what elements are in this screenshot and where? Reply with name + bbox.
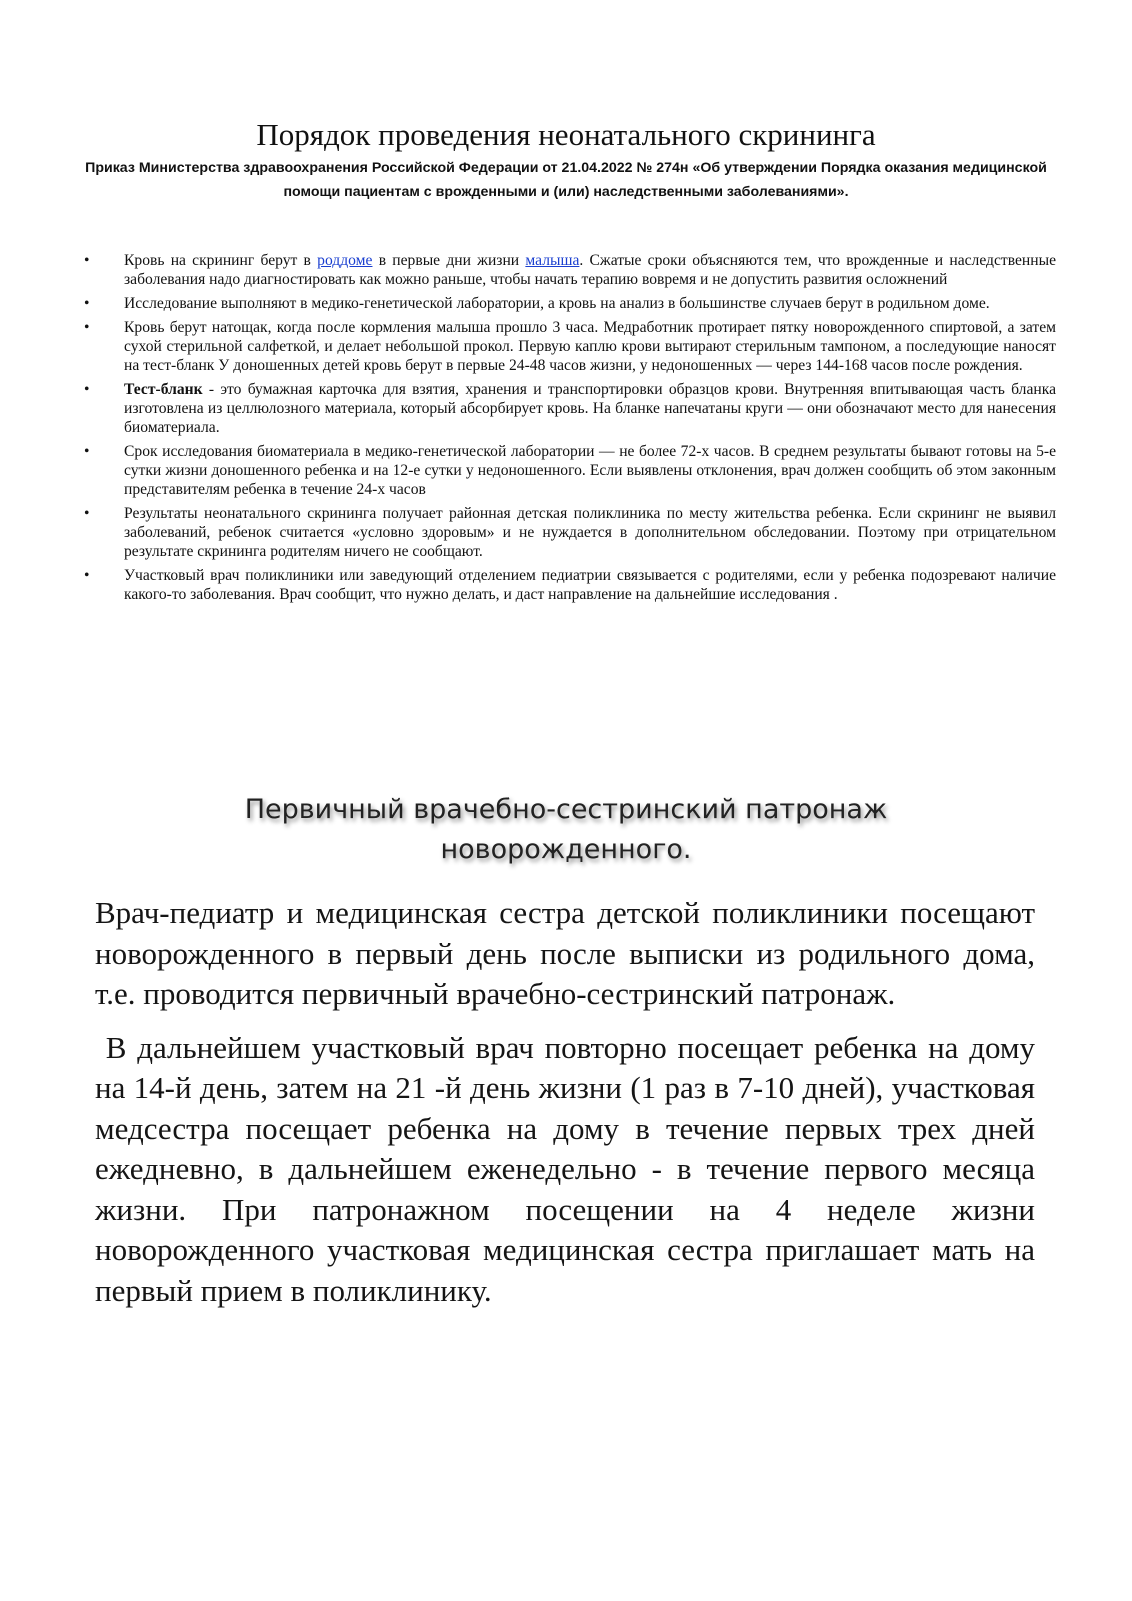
bullet-icon: • (84, 567, 90, 584)
list-item (84, 294, 1056, 313)
bullet-icon: • (84, 319, 90, 336)
bullet-icon: • (84, 252, 90, 269)
baby-link[interactable]: малыша (525, 252, 580, 269)
list-item-text: Срок исследования биоматериала в медико-генетической лаборатории — не более 72-х часов. В среднем результаты бывают готовы на 5-е сутки жизни доношенного ребенка и на 12-е сутки у недоношенного. Если выявлены отклонения, врач должен сообщить об этом законным представителям ребенка в течение 24-х часов (124, 443, 1056, 498)
list-item-text: . Сжатые сроки объясняются тем, что врожденные и наследственные заболевания надо диагностировать как можно раньше, чтобы начать терапию вовремя и не допустить развития осложнений (124, 252, 1056, 288)
section-title-patronage (140, 790, 992, 870)
list-item-bold-term: Тест-бланк (124, 381, 203, 398)
list-item-text: - это бумажная карточка для взятия, хранения и транспортировки образцов крови. Внутренняя впитывающая часть бланка изготовлена из целлюлозного материала, который абсорбирует кровь. На бланке напечатаны круги — они обозначают место для нанесения биоматериала. (124, 381, 1056, 436)
bullet-icon: • (84, 295, 90, 312)
header-block (80, 116, 1052, 204)
list-item (84, 566, 1056, 604)
list-item-text: в первые дни жизни (372, 252, 526, 269)
list-item (84, 504, 1056, 561)
list-item (84, 380, 1056, 437)
list-item-text: Исследование выполняют в медико-генетической лаборатории, а кровь на анализ в большинстве случаев берут в родильном доме. (124, 295, 990, 312)
list-item-text: Результаты неонатального скрининга получает районная детская поликлиника по месту жительства ребенка. Если скрининг не выявил заболеваний, ребенок считается «условно здоровым» и не нуждается в дополнительном обследовании. Поэтому при отрицательном результате скрининга родителям ничего не сообщают. (124, 505, 1056, 560)
list-item (84, 318, 1056, 375)
maternity-link[interactable]: роддоме (317, 252, 373, 269)
list-item-text: Участковый врач поликлиники или заведующий отделением педиатрии связывается с родителями, если у ребенка подозревают наличие какого-то заболевания. Врач сообщит, что нужно делать, и даст направление на дальнейшие исследования . (124, 567, 1056, 603)
bullet-icon: • (84, 505, 90, 522)
bullet-icon: • (84, 381, 90, 398)
patronage-paragraph-2: В дальнейшем участковый врач повторно посещает ребенка на дому на 14-й день, затем на 21 -й день жизни (1 раз в 7-10 дней), участковая медсестра посещает ребенка на дому в течение первых трех дней ежедневно, в дальнейшем еженедельно - в течение первого месяца жизни. При патронажном посещении на 4 неделе жизни новорожденного участковая медицинская сестра приглашает мать на первый прием в поликлинику. (95, 1029, 1043, 1308)
section-title-line-2: новорожденного. (440, 834, 692, 865)
list-item (84, 442, 1056, 499)
screening-bullet-list (84, 251, 1056, 609)
patronage-body (95, 893, 1043, 1324)
patronage-paragraph-1: Врач-педиатр и медицинская сестра детской поликлиники посещают новорожденного в первый день после выписки из родильного дома, т.е. проводится первичный врачебно-сестринский патронаж. (95, 895, 1035, 1011)
order-subtitle: Приказ Министерства здравоохранения Российской Федерации от 21.04.2022 № 274н «Об утверждении Порядка оказания медицинской помощи пациентам с врожденными и (или) наследственными заболеваниями». (85, 160, 1047, 200)
section-title-line-1: Первичный врачебно-сестринский патронаж (244, 794, 888, 825)
list-item (84, 251, 1056, 289)
list-item-text: Кровь берут натощак, когда после кормления малыша прошло 3 часа. Медработник протирает пятку новорожденного спиртовой, а затем сухой стерильной салфеткой, и делает небольшой прокол. Первую каплю крови вытирают стерильным тампоном, а последующие наносят на тест-бланк У доношенных детей кровь берут в первые 24-48 часов жизни, у недоношенных — через 144-168 часов после рождения. (124, 319, 1056, 374)
list-item-text: Кровь на скрининг берут в (124, 252, 318, 269)
page-title: Порядок проведения неонатального скрининга (256, 117, 876, 152)
bullet-icon: • (84, 443, 90, 460)
